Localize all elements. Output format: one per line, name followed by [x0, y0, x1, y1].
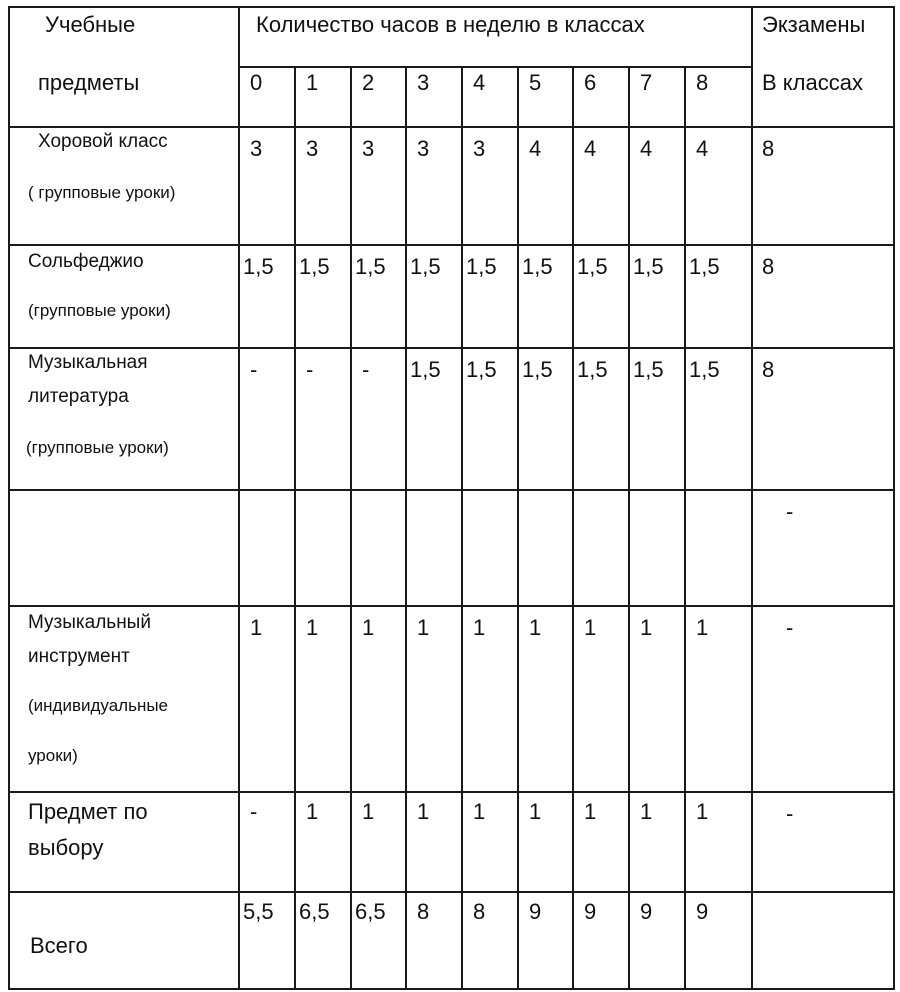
- hours-value: 1: [640, 615, 653, 640]
- grade-header: 3: [417, 70, 430, 95]
- subject-name: Всего: [30, 933, 88, 958]
- row-divider: [8, 126, 893, 128]
- grade-column-divider: [684, 66, 686, 990]
- hours-value: 1,5: [466, 254, 497, 279]
- hours-value: 1: [362, 799, 375, 824]
- row-divider: [8, 347, 893, 349]
- header-hours-title: Количество часов в неделю в классах: [256, 12, 645, 37]
- hours-value: 1,5: [522, 254, 553, 279]
- hours-value: 1,5: [299, 254, 330, 279]
- grade-header: 1: [306, 70, 319, 95]
- grade-column-divider: [350, 66, 352, 990]
- grade-header: 4: [473, 70, 486, 95]
- grade-column-divider: [572, 66, 574, 990]
- header-subjects-label: предметы: [38, 70, 140, 95]
- hours-value: 6,5: [355, 899, 386, 924]
- header-subjects-label: Учебные: [45, 12, 136, 37]
- subject-name: (групповые уроки): [26, 438, 169, 457]
- hours-value: -: [306, 357, 314, 382]
- subject-name: Музыкальная: [28, 352, 148, 373]
- grade-column-divider: [461, 66, 463, 990]
- subject-name: (индивидуальные: [28, 696, 169, 715]
- hours-value: 1,5: [577, 254, 608, 279]
- hours-value: 1,5: [689, 357, 720, 382]
- hours-value: 1,5: [410, 254, 441, 279]
- grade-header: 5: [529, 70, 542, 95]
- subjects-column-divider: [238, 6, 240, 990]
- exam-value: 8: [762, 136, 775, 161]
- table-left-border: [8, 6, 10, 990]
- grade-header: 6: [584, 70, 597, 95]
- hours-value: 1: [473, 799, 486, 824]
- hours-value: 1: [362, 615, 375, 640]
- table-top-border: [8, 6, 893, 8]
- table-right-border: [893, 6, 895, 990]
- header-split-line: [238, 66, 751, 68]
- hours-value: 3: [417, 136, 430, 161]
- hours-value: 1,5: [243, 254, 274, 279]
- hours-value: 8: [473, 899, 486, 924]
- subject-name: уроки): [28, 746, 78, 765]
- subject-name: Хоровой класс: [38, 131, 168, 152]
- hours-value: 1: [640, 799, 653, 824]
- hours-value: 1: [696, 615, 709, 640]
- subject-name: литература: [28, 386, 129, 407]
- hours-value: 4: [584, 136, 597, 161]
- exam-value: -: [786, 801, 794, 826]
- grade-column-divider: [294, 66, 296, 990]
- grade-column-divider: [517, 66, 519, 990]
- hours-value: 1,5: [633, 357, 664, 382]
- hours-value: 1,5: [577, 357, 608, 382]
- hours-value: 9: [584, 899, 597, 924]
- grade-header: 0: [250, 70, 263, 95]
- hours-value: 3: [306, 136, 319, 161]
- hours-value: 1,5: [410, 357, 441, 382]
- hours-value: 4: [529, 136, 542, 161]
- grade-column-divider: [405, 66, 407, 990]
- hours-value: 5,5: [243, 899, 274, 924]
- grade-header: 8: [696, 70, 709, 95]
- hours-value: 4: [696, 136, 709, 161]
- subject-name: Предмет по: [28, 799, 148, 824]
- hours-value: -: [362, 357, 370, 382]
- subject-name: выбору: [28, 835, 104, 860]
- exams-column-divider: [751, 6, 753, 990]
- hours-value: 3: [473, 136, 486, 161]
- subject-name: Музыкальный: [28, 612, 151, 633]
- row-divider: [8, 891, 893, 893]
- grade-column-divider: [628, 66, 630, 990]
- exam-value: 8: [762, 357, 775, 382]
- grade-header: 2: [362, 70, 375, 95]
- exam-value: 8: [762, 254, 775, 279]
- hours-value: 1,5: [633, 254, 664, 279]
- hours-value: 9: [640, 899, 653, 924]
- hours-value: 1: [529, 799, 542, 824]
- hours-value: 1: [306, 799, 319, 824]
- subject-name: ( групповые уроки): [28, 183, 176, 202]
- hours-value: 8: [417, 899, 430, 924]
- hours-value: 9: [696, 899, 709, 924]
- subject-name: инструмент: [28, 646, 130, 667]
- hours-value: 4: [640, 136, 653, 161]
- exam-value: -: [786, 499, 794, 524]
- subject-name: Сольфеджио: [28, 251, 144, 272]
- header-exams-label: В классах: [762, 70, 863, 95]
- hours-value: 1: [250, 615, 263, 640]
- hours-value: 1: [584, 799, 597, 824]
- hours-value: 1,5: [689, 254, 720, 279]
- hours-value: 9: [529, 899, 542, 924]
- hours-value: 1,5: [522, 357, 553, 382]
- header-exams-label: Экзамены: [762, 12, 866, 37]
- row-divider: [8, 244, 893, 246]
- hours-value: -: [250, 357, 258, 382]
- hours-value: 1: [529, 615, 542, 640]
- hours-value: 1: [417, 615, 430, 640]
- hours-value: 1,5: [466, 357, 497, 382]
- hours-value: 1: [306, 615, 319, 640]
- hours-value: 1: [473, 615, 486, 640]
- hours-value: 3: [362, 136, 375, 161]
- hours-value: 1: [584, 615, 597, 640]
- row-divider: [8, 605, 893, 607]
- row-divider: [8, 489, 893, 491]
- hours-value: 1: [696, 799, 709, 824]
- hours-value: 1: [417, 799, 430, 824]
- hours-value: 3: [250, 136, 263, 161]
- hours-value: 1,5: [355, 254, 386, 279]
- hours-value: 6,5: [299, 899, 330, 924]
- grade-header: 7: [640, 70, 653, 95]
- subject-name: (групповые уроки): [28, 301, 171, 320]
- table-bottom-border: [8, 988, 893, 990]
- hours-value: -: [250, 799, 258, 824]
- row-divider: [8, 791, 893, 793]
- exam-value: -: [786, 615, 794, 640]
